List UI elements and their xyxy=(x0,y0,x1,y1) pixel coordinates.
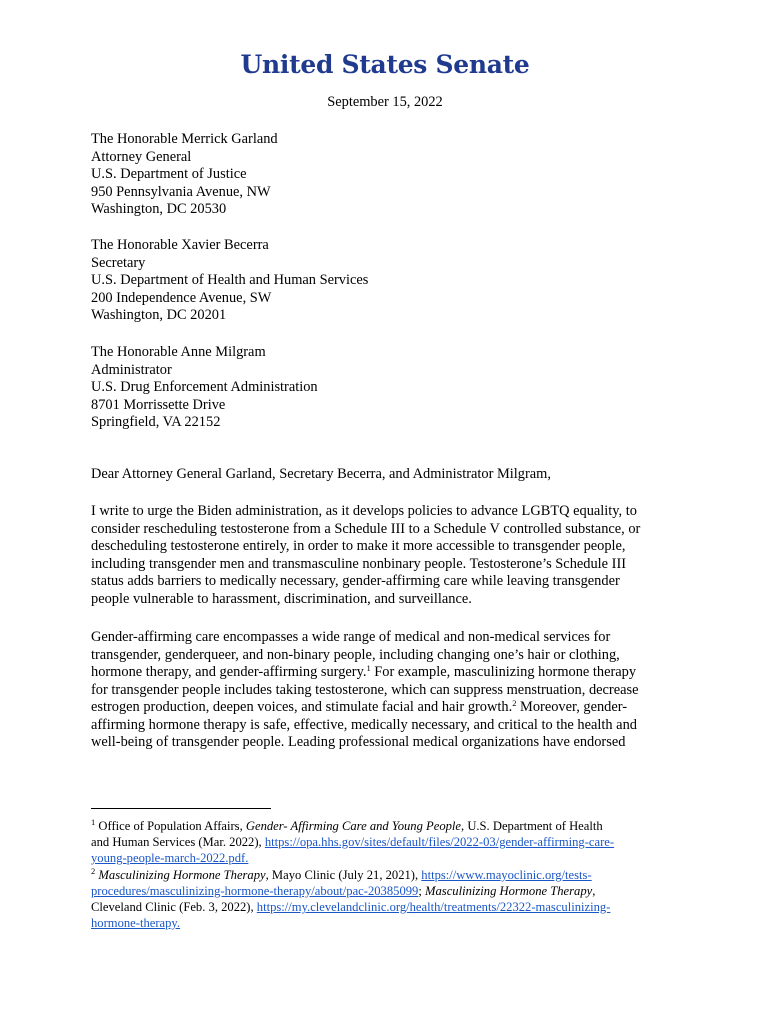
footnote-text: , Mayo Clinic (July 21, 2021), xyxy=(265,867,422,882)
footnote-text: , U.S. Department of Health xyxy=(461,819,603,833)
addressee-block-1 xyxy=(91,131,681,219)
footnote-1-line xyxy=(91,850,686,866)
footnote-text: ; xyxy=(418,883,425,898)
footnote-number: 1 xyxy=(91,817,96,827)
salutation: Dear Attorney General Garland, Secretary Becerra, and Administrator Milgram, xyxy=(91,466,551,482)
paragraph-text: hormone therapy, and gender-affirming surgery. xyxy=(91,664,367,680)
footnote-2-line xyxy=(91,915,686,931)
footnote-2-link-mayo[interactable]: https://www.mayoclinic.org/tests- xyxy=(421,867,592,882)
footnote-2-line xyxy=(91,899,686,915)
addressee-street: 200 Independence Avenue, SW xyxy=(91,289,272,306)
addressee-name: The Honorable Xavier Becerra xyxy=(91,237,269,253)
addressee-title: Secretary xyxy=(91,254,146,271)
footnote-1-link[interactable]: https://opa.hhs.gov/sites/default/files/2022-03/gender-affirming-care- xyxy=(264,835,615,850)
addressee-name: The Honorable Anne Milgram xyxy=(91,344,266,360)
footnote-2-link-mayo-cont[interactable]: procedures/masculinizing-hormone-therapy/about/pac-20385099 xyxy=(91,883,419,898)
addressee-org: U.S. Department of Health and Human Services xyxy=(91,272,369,288)
paragraph-line: status adds barriers to medically necessary, gender-affirming care while leaving transgender xyxy=(91,573,620,589)
paragraph-line: descheduling testosterone entirely, in order to make it more accessible to transgender people, xyxy=(91,538,626,554)
addressee-city: Washington, DC 20201 xyxy=(91,307,227,323)
footnote-title: Masculinizing Hormone Therapy xyxy=(425,883,593,898)
footnote-number: 2 xyxy=(91,865,96,876)
footnote-title: Masculinizing Hormone Therapy xyxy=(98,867,266,882)
footnote-title: Gender- Affirming Care and Young People xyxy=(245,819,462,833)
footnote-2-line xyxy=(91,867,686,883)
addressee-org: U.S. Department of Justice xyxy=(91,166,247,182)
paragraph-line: affirming hormone therapy is safe, effective, medically necessary, and critical to the health and xyxy=(91,716,637,733)
footnotes xyxy=(91,818,686,931)
paragraph-text: estrogen production, deepen voices, and stimulate facial and hair growth. xyxy=(91,699,513,715)
addressee-block-3 xyxy=(91,344,681,432)
addressee-street: 950 Pennsylvania Avenue, NW xyxy=(91,183,271,200)
addressee-org: U.S. Drug Enforcement Administration xyxy=(91,379,318,395)
senate-masthead: United States Senate xyxy=(240,50,530,79)
footnote-1-line xyxy=(91,834,686,850)
footnote-text: and Human Services (Mar. 2022), xyxy=(91,835,265,850)
addressee-city: Washington, DC 20530 xyxy=(91,201,227,217)
addressee-block-2 xyxy=(91,237,681,325)
footnote-1-link-cont[interactable]: young-people-march-2022.pdf. xyxy=(91,851,249,866)
paragraph-1 xyxy=(91,503,681,608)
footnote-text: Cleveland Clinic (Feb. 3, 2022), xyxy=(91,900,257,915)
addressee-name: The Honorable Merrick Garland xyxy=(91,131,278,147)
paragraph-line xyxy=(91,664,681,682)
footnote-2-link-cleveland-cont[interactable]: hormone-therapy. xyxy=(91,916,181,931)
paragraph-line: transgender, genderqueer, and non-binary people, including changing one’s hair or clothing, xyxy=(91,646,620,663)
addressee-title: Attorney General xyxy=(91,148,192,165)
footnote-2-line xyxy=(91,883,686,899)
paragraph-text: For example, masculinizing hormone therapy xyxy=(370,664,637,680)
footnote-2-link-cleveland[interactable]: https://my.clevelandclinic.org/health/treatments/22322-masculinizing- xyxy=(256,900,611,915)
paragraph-line: including transgender men and transmasculine nonbinary people. Testosterone’s Schedule III xyxy=(91,555,627,572)
paragraph-line: people vulnerable to harassment, discrimination, and surveillance. xyxy=(91,590,472,607)
paragraph-line xyxy=(91,699,681,717)
paragraph-line: I write to urge the Biden administration, as it develops policies to advance LGBTQ equality, to xyxy=(91,503,637,519)
footnote-ref-2[interactable]: 2 xyxy=(512,698,517,708)
paragraph-2 xyxy=(91,629,681,752)
footnote-text: , xyxy=(592,883,596,898)
paragraph-line: for transgender people includes taking testosterone, which can suppress menstruation, decrease xyxy=(91,681,639,698)
paragraph-text: Moreover, gender- xyxy=(516,699,628,715)
paragraph-line: well-being of transgender people. Leading professional medical organizations have endorsed xyxy=(91,734,626,750)
addressee-city: Springfield, VA 22152 xyxy=(91,414,221,430)
paragraph-line: Gender-affirming care encompasses a wide range of medical and non-medical services for xyxy=(91,629,611,645)
footnote-1-line xyxy=(91,818,686,834)
footnote-text: Office of Population Affairs, xyxy=(95,819,246,833)
addressee-street: 8701 Morrissette Drive xyxy=(91,396,226,413)
footnote-divider xyxy=(91,808,271,809)
paragraph-line: consider rescheduling testosterone from a Schedule III to a Schedule V controlled substance, or xyxy=(91,520,641,537)
letter-date: September 15, 2022 xyxy=(327,94,443,110)
footnote-ref-1[interactable]: 1 xyxy=(366,663,371,673)
addressee-title: Administrator xyxy=(91,361,172,378)
